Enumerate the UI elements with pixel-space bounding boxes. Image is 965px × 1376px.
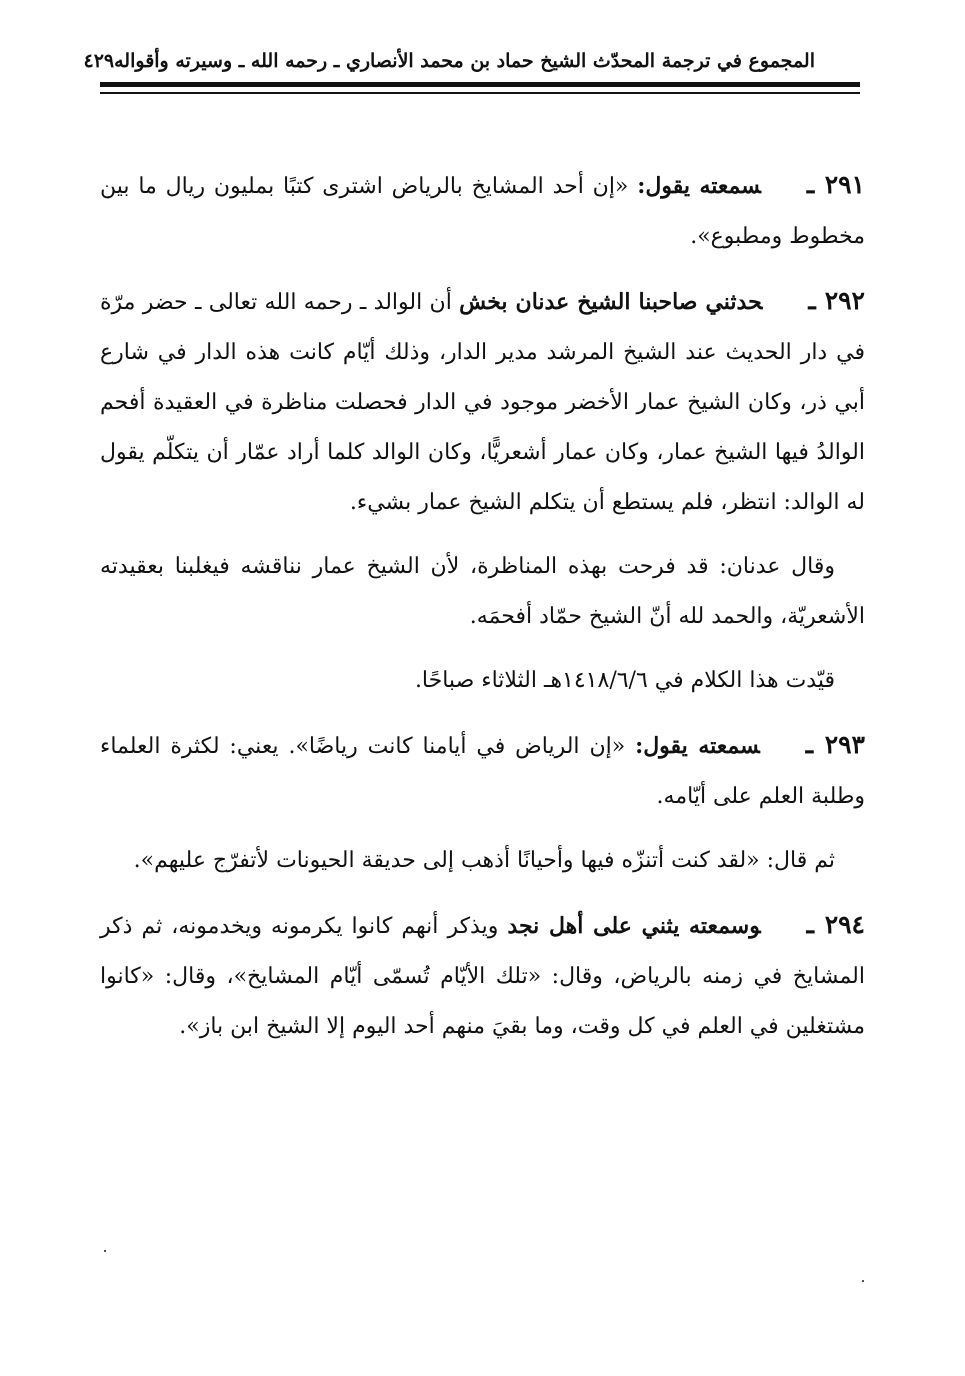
paragraph-text: ثم قال: «لقد كنت أتنزّه فيها وأحيانًا أذهب إلى حديقة الحيونات لأتفرّج عليهم».: [133, 848, 835, 873]
scan-speck: [104, 1250, 106, 1252]
entry-number: ٢٩١ ـ: [806, 170, 865, 199]
entry-number: ٢٩٣ ـ: [805, 730, 865, 759]
paragraph-text: قيّدت هذا الكلام في ١٤١٨/٦/٦هـ الثلاثاء صباحًا.: [414, 668, 835, 693]
entry-number: ٢٩٢ ـ: [808, 286, 865, 315]
entry-text: «إن أحد المشايخ بالرياض اشترى كتبًا بمليون ريال ما بين مخطوط ومطبوع».: [100, 174, 865, 249]
entry-lead: سمعته يقول:: [637, 173, 761, 199]
paragraph-text: وقال عدنان: قد فرحت بهذه المناظرة، لأن الشيخ عمار نناقشه فيغلبنا بعقيدته الأشعريّة، والحمد لله أنّ الشيخ حمّاد أفحمَه.: [100, 554, 865, 629]
entry-number: ٢٩٤ ـ: [806, 910, 865, 939]
entry-293: [100, 720, 865, 822]
entry-lead: حدثني صاحبنا الشيخ عدنان بخش: [459, 289, 763, 315]
page-number: ٤٢٩: [83, 50, 115, 72]
entry-lead: سمعته يقول:: [635, 733, 760, 759]
running-header: [83, 32, 815, 72]
header-rule-thick: [100, 82, 860, 87]
entry-291: [100, 160, 865, 262]
scan-speck: [862, 1280, 864, 1282]
paragraph-adnan-quote: [100, 542, 865, 642]
entry-text: ويذكر أنهم كانوا يكرمونه ويخدمونه، ثم ذكر المشايخ في زمنه بالرياض، وقال: «تلك الأيّام تُسمّى أيّام المشايخ»، وقال: «كانوا مشتغلين في العلم في كل وقت، وما بقيَ منهم أحد اليوم إلا الشيخ ابن باز».: [100, 914, 865, 1039]
entry-text: «إن الرياض في أيامنا كانت رياضًا». يعني: لكثرة العلماء وطلبة العلم على أيّامه.: [100, 734, 865, 809]
paragraph-date-note: [100, 656, 865, 706]
paragraph-zoo-quote: [100, 836, 865, 886]
entry-292: [100, 276, 865, 528]
header-rule-thin: [100, 92, 860, 94]
page-body: [100, 160, 865, 1066]
entry-text: أن الوالد ـ رحمه الله تعالى ـ حضر مرّة في دار الحديث عند الشيخ المرشد مدير الدار، وذلك أيّام كانت هذه الدار في شارع أبي ذر، وكان الشيخ عمار الأخضر موجود في الدار فحصلت مناظرة في العقيدة أفحم الوالدُ فيها الشيخ عمار، وكان عمار أشعريًّا، وكان الوالد كلما أراد عمّار أن يتكلّم يقول له الوالد: انتظر، فلم يستطع أن يتكلم الشيخ عمار بشيء.: [100, 290, 865, 515]
entry-294: [100, 900, 865, 1052]
header-title: المجموع في ترجمة المحدّث الشيخ حماد بن محمد الأنصاري ـ رحمه الله ـ وسيرته وأقواله: [114, 50, 815, 72]
entry-lead: وسمعته يثني على أهل نجد: [507, 913, 761, 939]
